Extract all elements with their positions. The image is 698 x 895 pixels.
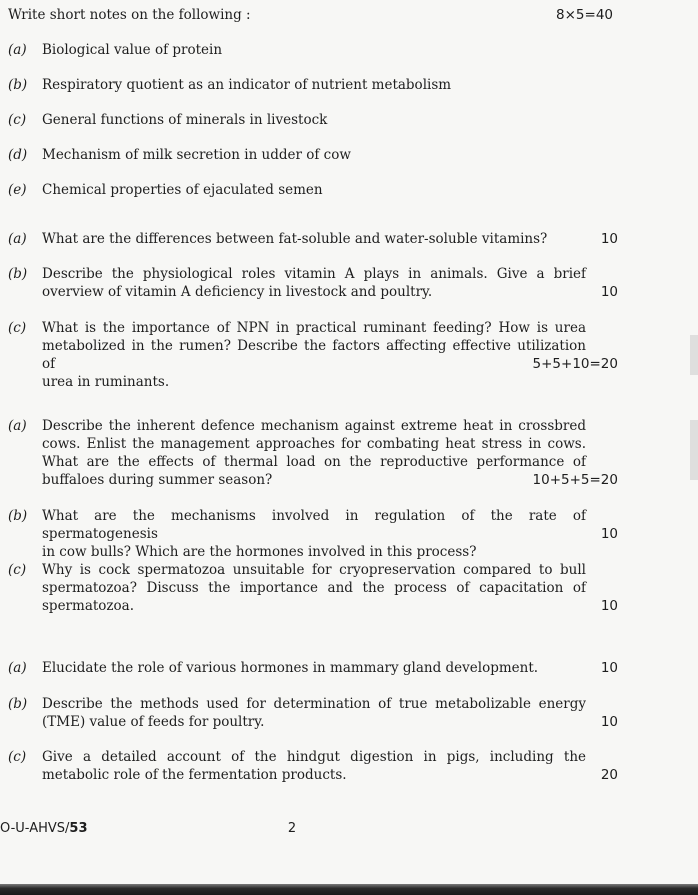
- instruction-text: Write short notes on the following :: [8, 7, 251, 23]
- item-text: [42, 319, 586, 391]
- item-line: spermatozoa.: [42, 598, 134, 614]
- item-marks: 10+5+5=20: [532, 472, 618, 488]
- item-label: (b): [8, 696, 28, 712]
- item-marks: 10: [600, 231, 618, 247]
- item-text: [42, 417, 586, 489]
- item-text: Biological value of protein: [42, 42, 223, 58]
- item-line: What are the differences between fat-soluble and water-soluble vitamins?: [42, 231, 548, 247]
- item-line: metabolized in the rumen? Describe the factors affecting effective utilization of: [42, 338, 586, 372]
- item-label: (b): [8, 266, 28, 282]
- paper-code-prefix: O-U-AHVS/: [0, 821, 70, 836]
- item-line: (TME) value of feeds for poultry.: [42, 714, 265, 730]
- item-marks: 10: [600, 598, 618, 614]
- item-marks: 10: [600, 714, 618, 730]
- item-line: spermatozoa? Discuss the importance and the process of capacitation of: [42, 580, 586, 596]
- item-line: Elucidate the role of various hormones in mammary gland development.: [42, 660, 539, 676]
- item-marks: 10: [600, 660, 618, 676]
- item-label: (c): [8, 112, 27, 128]
- item-marks: 20: [600, 767, 618, 783]
- paper-code: [0, 820, 88, 838]
- item-label: (b): [8, 77, 28, 93]
- item-line: What are the effects of thermal load on the reproductive performance of: [42, 454, 586, 470]
- item-line: cows. Enlist the management approaches for combating heat stress in cows.: [42, 436, 586, 452]
- item-line: Give a detailed account of the hindgut digestion in pigs, including the: [42, 749, 586, 765]
- item-line: overview of vitamin A deficiency in livestock and poultry.: [42, 284, 433, 300]
- item-line: Why is cock spermatozoa unsuitable for cryopreservation compared to bull: [42, 562, 586, 578]
- item-text: [42, 507, 586, 561]
- item-line: Describe the physiological roles vitamin A plays in animals. Give a brief: [42, 266, 586, 282]
- item-text: [42, 265, 586, 301]
- item-line: metabolic role of the fermentation products.: [42, 767, 347, 783]
- scan-bottom-bar: [0, 884, 698, 895]
- item-text: General functions of minerals in livestock: [42, 112, 328, 128]
- item-label: (d): [8, 147, 28, 163]
- item-line: What is the importance of NPN in practical ruminant feeding? How is urea: [42, 320, 586, 336]
- instruction-marks: 8×5=40: [556, 7, 613, 23]
- item-label: (c): [8, 749, 27, 765]
- item-marks: 10: [600, 284, 618, 300]
- item-label: (c): [8, 320, 27, 336]
- item-line: Describe the methods used for determination of true metabolizable energy: [42, 696, 586, 712]
- scan-edge-mark: [690, 335, 698, 375]
- item-line: buffaloes during summer season?: [42, 472, 273, 488]
- item-label: (a): [8, 418, 27, 434]
- item-label: (a): [8, 42, 27, 58]
- item-text: [42, 748, 586, 784]
- item-line: urea in ruminants.: [42, 374, 170, 390]
- item-label: (a): [8, 660, 27, 676]
- item-text: [42, 695, 586, 731]
- item-label: (e): [8, 182, 27, 198]
- item-marks: 5+5+10=20: [532, 356, 618, 372]
- item-text: Respiratory quotient as an indicator of nutrient metabolism: [42, 77, 452, 93]
- paper-code-number: 53: [69, 821, 88, 836]
- item-label: (a): [8, 231, 27, 247]
- item-label: (b): [8, 508, 28, 524]
- item-line: What are the mechanisms involved in regulation of the rate of spermatogenesis: [42, 508, 586, 542]
- item-line: in cow bulls? Which are the hormones involved in this process?: [42, 544, 477, 560]
- item-text: Chemical properties of ejaculated semen: [42, 182, 323, 198]
- item-text: [42, 561, 586, 615]
- item-line: Describe the inherent defence mechanism against extreme heat in crossbred: [42, 418, 586, 434]
- page-number: 2: [287, 821, 297, 836]
- item-marks: 10: [600, 526, 618, 542]
- item-text: [42, 230, 602, 248]
- item-label: (c): [8, 562, 27, 578]
- item-text: [42, 659, 602, 677]
- item-text: Mechanism of milk secretion in udder of cow: [42, 147, 351, 163]
- scan-edge-mark: [690, 420, 698, 480]
